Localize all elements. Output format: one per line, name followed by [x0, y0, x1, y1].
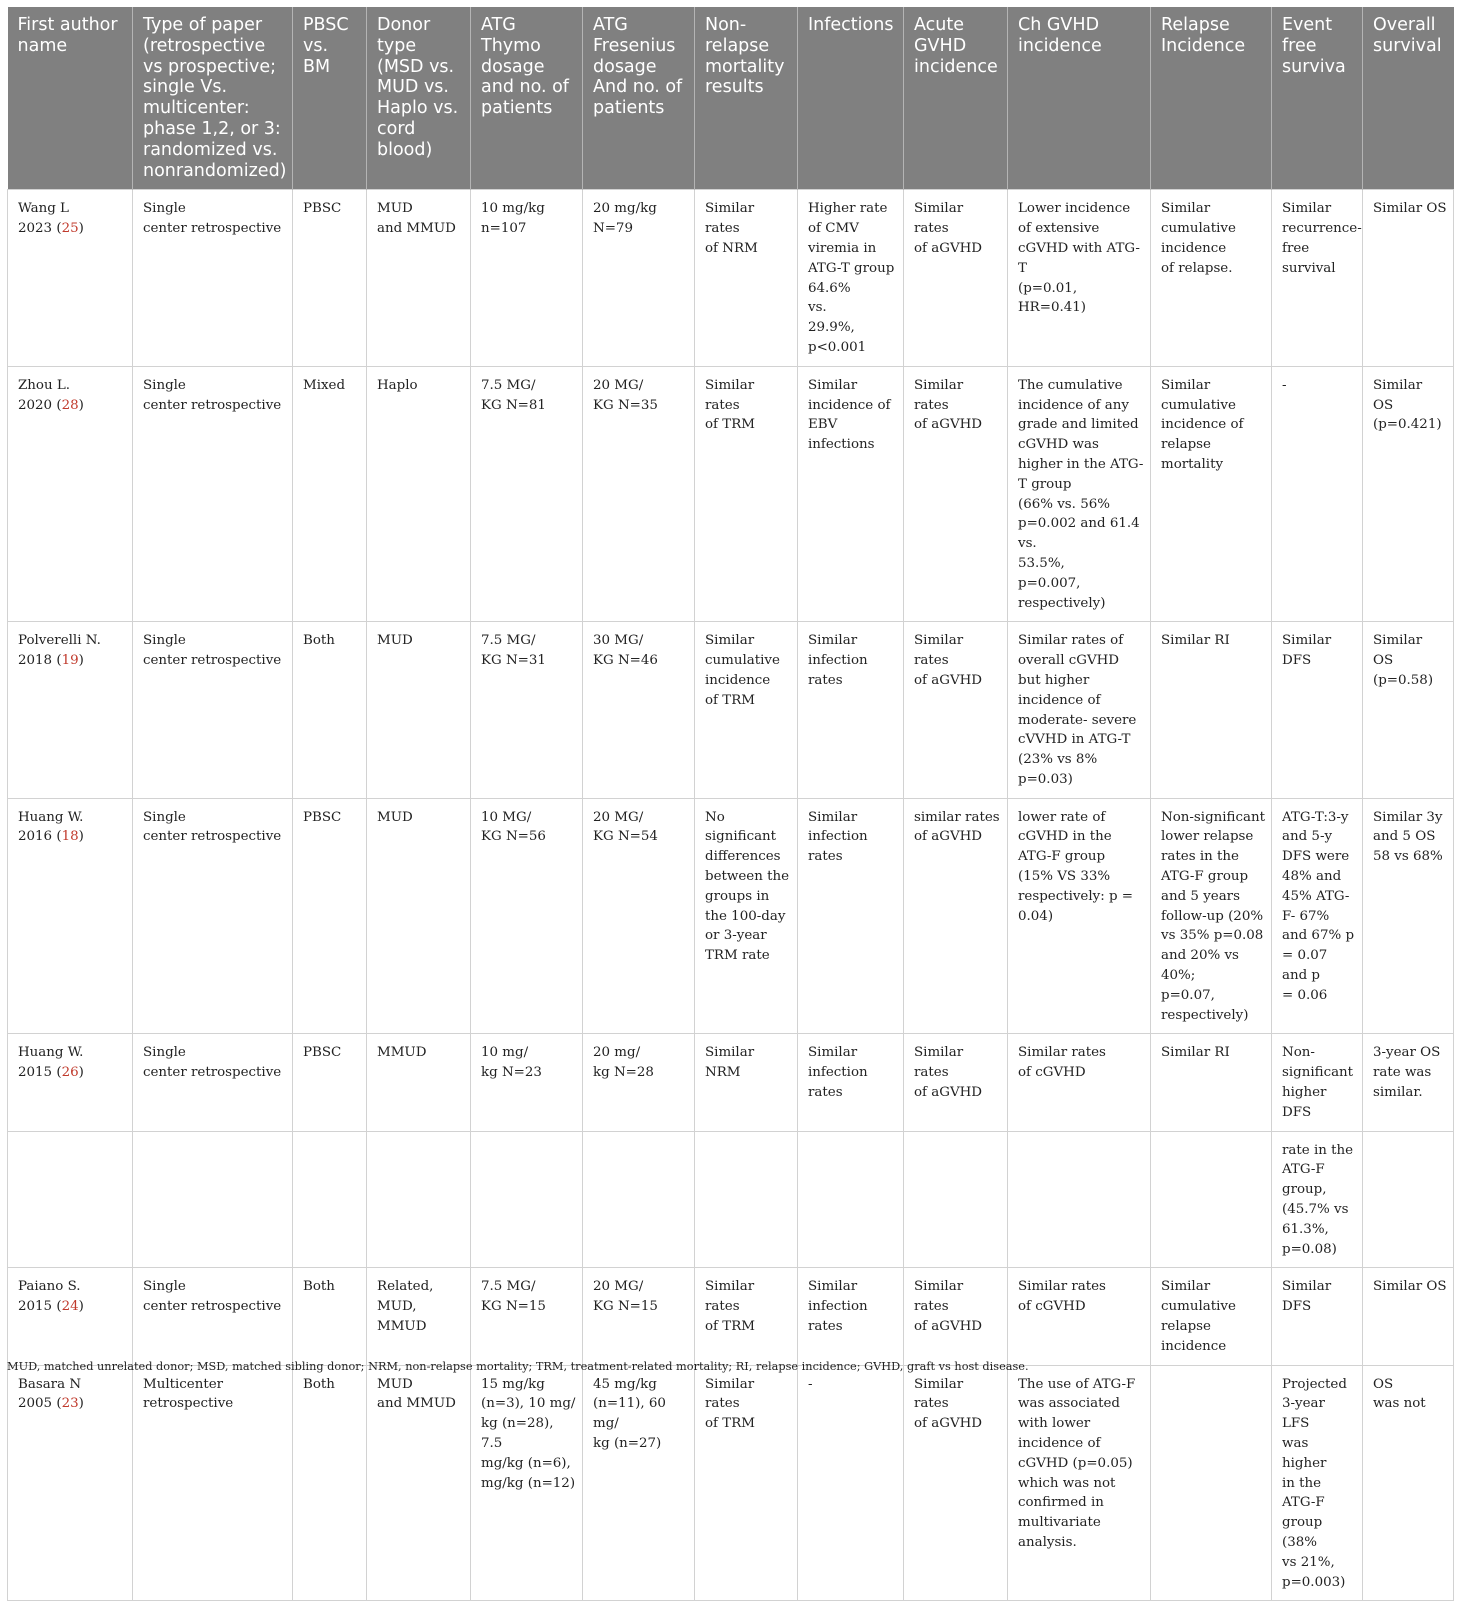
cell-donor: MUD [367, 798, 471, 1034]
cell-cgvhd: lower rate of cGVHD in the ATG-F group (15% VS 33% respectively: p = 0.04) [1008, 798, 1151, 1034]
cell-nrm: Similar rates of TRM [695, 366, 798, 622]
cell-os: OS was not [1363, 1365, 1454, 1601]
cell-efs: - [1272, 366, 1363, 622]
cell-os: Similar OS (p=0.421) [1363, 366, 1454, 622]
cell-donor: MUD and MMUD [367, 1365, 471, 1601]
header-pbsc-vs-bm: PBSC vs. BM [293, 7, 367, 190]
cell-thymo: 10 MG/ KG N=56 [471, 798, 583, 1034]
cell-infections: - [798, 1365, 904, 1601]
cell-agvhd: Similar rates of aGVHD [904, 366, 1008, 622]
cell-fresenius: 20 MG/ KG N=35 [583, 366, 695, 622]
cell-pbsc: PBSC [293, 1034, 367, 1131]
cell-empty [1363, 1131, 1454, 1268]
cell-infections: Similar incidence of EBV infections [798, 366, 904, 622]
cell-nrm: Similar cumulative incidence of TRM [695, 622, 798, 798]
cell-donor: MMUD [367, 1034, 471, 1131]
cell-donor: Related, MUD, MMUD [367, 1268, 471, 1365]
cell-os: 3-year OS rate was similar. [1363, 1034, 1454, 1131]
cell-author: Huang W. 2015 (26) [8, 1034, 133, 1131]
table-row-continuation [8, 1131, 1454, 1268]
cell-efs: Similar DFS [1272, 1268, 1363, 1365]
cell-fresenius: 20 MG/ KG N=54 [583, 798, 695, 1034]
cell-pbsc: PBSC [293, 190, 367, 366]
cell-type: Multicenter retrospective [133, 1365, 293, 1601]
cell-empty [695, 1131, 798, 1268]
cell-relapse: Similar cumulative relapse incidence [1151, 1268, 1272, 1365]
cell-efs: Similar recurrence-free survival [1272, 190, 1363, 366]
cell-type: Single center retrospective [133, 190, 293, 366]
cell-type: Single center retrospective [133, 798, 293, 1034]
cell-relapse: Similar RI [1151, 622, 1272, 798]
reference-link[interactable]: 26 [61, 1065, 79, 1081]
reference-link[interactable]: 28 [61, 397, 79, 413]
header-chronic-gvhd: Ch GVHD incidence [1008, 7, 1151, 190]
header-overall-survival: Overall survival [1363, 7, 1454, 190]
cell-relapse: Non-significant lower relapse rates in the ATG-F group and 5 years follow-up (20% vs 35% p=0.08 and 20% vs 40%; p=0.07, respectively) [1151, 798, 1272, 1034]
cell-pbsc: PBSC [293, 798, 367, 1034]
cell-empty [583, 1131, 695, 1268]
cell-empty [367, 1131, 471, 1268]
cell-author: Huang W. 2016 (18) [8, 798, 133, 1034]
cell-infections: Similar infection rates [798, 798, 904, 1034]
cell-os: Similar OS (p=0.58) [1363, 622, 1454, 798]
header-atg-thymo: ATG Thymo dosage and no. of patients [471, 7, 583, 190]
cell-efs: rate in the ATG-F group, (45.7% vs 61.3%, p=0.08) [1272, 1131, 1363, 1268]
cell-fresenius: 20 mg/ kg N=28 [583, 1034, 695, 1131]
cell-fresenius: 45 mg/kg (n=11), 60 mg/ kg (n=27) [583, 1365, 695, 1601]
cell-author: Polverelli N. 2018 (19) [8, 622, 133, 798]
cell-empty [133, 1131, 293, 1268]
cell-agvhd: Similar rates of aGVHD [904, 190, 1008, 366]
header-relapse-incidence: Relapse Incidence [1151, 7, 1272, 190]
reference-link[interactable]: 18 [61, 829, 79, 845]
cell-pbsc: Both [293, 1365, 367, 1601]
cell-empty [904, 1131, 1008, 1268]
header-type-of-paper: Type of paper (retrospective vs prospective; single Vs. multicenter: phase 1,2, or 3: randomized vs. nonrandomized) [133, 7, 293, 190]
header-atg-fresenius: ATG Fresenius dosage And no. of patients [583, 7, 695, 190]
cell-relapse: Similar RI [1151, 1034, 1272, 1131]
cell-cgvhd: Similar rates of cGVHD [1008, 1034, 1151, 1131]
table-row [8, 1034, 1454, 1131]
cell-type: Single center retrospective [133, 1268, 293, 1365]
cell-agvhd: similar rates of aGVHD [904, 798, 1008, 1034]
cell-cgvhd: The use of ATG-F was associated with lower incidence of cGVHD (p=0.05) which was not confirmed in multivariate analysis. [1008, 1365, 1151, 1601]
cell-author: Zhou L. 2020 (28) [8, 366, 133, 622]
header-infections: Infections [798, 7, 904, 190]
cell-thymo: 7.5 MG/ KG N=81 [471, 366, 583, 622]
reference-link[interactable]: 24 [61, 1299, 79, 1315]
cell-cgvhd: Lower incidence of extensive cGVHD with ATG-T (p=0.01, HR=0.41) [1008, 190, 1151, 366]
cell-agvhd: Similar rates of aGVHD [904, 1365, 1008, 1601]
cell-empty [1008, 1131, 1151, 1268]
cell-empty [1151, 1131, 1272, 1268]
table-footnote: MUD, matched unrelated donor; MSD, matched sibling donor; NRM, non-relapse mortality; TRM, treatment-related mortality; RI, relapse incidence; GVHD, graft vs host disease. [7, 1360, 1029, 1373]
cell-type: Single center retrospective [133, 366, 293, 622]
table-row [8, 622, 1454, 798]
header-donor-type: Donor type (MSD vs. MUD vs. Haplo vs. cord blood) [367, 7, 471, 190]
cell-type: Single center retrospective [133, 1034, 293, 1131]
cell-infections: Similar infection rates [798, 1034, 904, 1131]
cell-donor: Haplo [367, 366, 471, 622]
cell-cgvhd: The cumulative incidence of any grade and limited cGVHD was higher in the ATG-T group (66% vs. 56% p=0.002 and 61.4 vs. 53.5%, p=0.007, respectively) [1008, 366, 1151, 622]
cell-efs: Projected 3-year LFS was higher in the ATG-F group (38% vs 21%, p=0.003) [1272, 1365, 1363, 1601]
cell-nrm: Similar rates of TRM [695, 1268, 798, 1365]
cell-thymo: 10 mg/ kg N=23 [471, 1034, 583, 1131]
cell-nrm: Similar rates of TRM [695, 1365, 798, 1601]
cell-agvhd: Similar rates of aGVHD [904, 622, 1008, 798]
table-row [8, 190, 1454, 366]
cell-efs: Similar DFS [1272, 622, 1363, 798]
cell-donor: MUD [367, 622, 471, 798]
header-event-free-survival: Event free surviva [1272, 7, 1363, 190]
header-non-relapse-mortality: Non-relapse mortality results [695, 7, 798, 190]
table-row [8, 366, 1454, 622]
cell-relapse: Similar cumulative incidence of relapse mortality [1151, 366, 1272, 622]
cell-nrm: No significant differences between the groups in the 100-day or 3-year TRM rate [695, 798, 798, 1034]
cell-infections: Similar infection rates [798, 1268, 904, 1365]
cell-infections: Similar infection rates [798, 622, 904, 798]
cell-nrm: Similar rates of NRM [695, 190, 798, 366]
cell-fresenius: 20 mg/kg N=79 [583, 190, 695, 366]
cell-pbsc: Mixed [293, 366, 367, 622]
cell-relapse [1151, 1365, 1272, 1601]
cell-cgvhd: Similar rates of overall cGVHD but higher incidence of moderate- severe cVVHD in ATG-T (23% vs 8% p=0.03) [1008, 622, 1151, 798]
table-row [8, 1268, 1454, 1365]
cell-author: Basara N 2005 (23) [8, 1365, 133, 1601]
cell-author: Paiano S. 2015 (24) [8, 1268, 133, 1365]
cell-relapse: Similar cumulative incidence of relapse. [1151, 190, 1272, 366]
header-acute-gvhd: Acute GVHD incidence [904, 7, 1008, 190]
cell-os: Similar OS [1363, 190, 1454, 366]
reference-link[interactable]: 23 [61, 1396, 79, 1412]
reference-link[interactable]: 19 [61, 653, 79, 669]
cell-infections: Higher rate of CMV viremia in ATG-T group 64.6% vs. 29.9%, p<0.001 [798, 190, 904, 366]
table-row [8, 1365, 1454, 1601]
table-row [8, 798, 1454, 1034]
cell-thymo: 15 mg/kg (n=3), 10 mg/ kg (n=28), 7.5 mg/kg (n=6), mg/kg (n=12) [471, 1365, 583, 1601]
cell-thymo: 10 mg/kg n=107 [471, 190, 583, 366]
cell-empty [798, 1131, 904, 1268]
cell-agvhd: Similar rates of aGVHD [904, 1034, 1008, 1131]
cell-efs: Non- significant higher DFS [1272, 1034, 1363, 1131]
cell-empty [8, 1131, 133, 1268]
cell-donor: MUD and MMUD [367, 190, 471, 366]
cell-efs: ATG-T:3-y and 5-y DFS were 48% and 45% ATG-F- 67% and 67% p = 0.07 and p = 0.06 [1272, 798, 1363, 1034]
cell-cgvhd: Similar rates of cGVHD [1008, 1268, 1151, 1365]
cell-author: Wang L 2023 (25) [8, 190, 133, 366]
table-header-row [8, 7, 1454, 190]
cell-empty [293, 1131, 367, 1268]
cell-type: Single center retrospective [133, 622, 293, 798]
cell-fresenius: 30 MG/ KG N=46 [583, 622, 695, 798]
header-first-author: First author name [8, 7, 133, 190]
cell-thymo: 7.5 MG/ KG N=31 [471, 622, 583, 798]
cell-agvhd: Similar rates of aGVHD [904, 1268, 1008, 1365]
cell-os: Similar 3y and 5 OS 58 vs 68% [1363, 798, 1454, 1034]
cell-os: Similar OS [1363, 1268, 1454, 1365]
cell-nrm: Similar NRM [695, 1034, 798, 1131]
cell-pbsc: Both [293, 622, 367, 798]
cell-empty [471, 1131, 583, 1268]
reference-link[interactable]: 25 [61, 221, 79, 237]
cell-thymo: 7.5 MG/ KG N=15 [471, 1268, 583, 1365]
cell-pbsc: Both [293, 1268, 367, 1365]
cell-fresenius: 20 MG/ KG N=15 [583, 1268, 695, 1365]
